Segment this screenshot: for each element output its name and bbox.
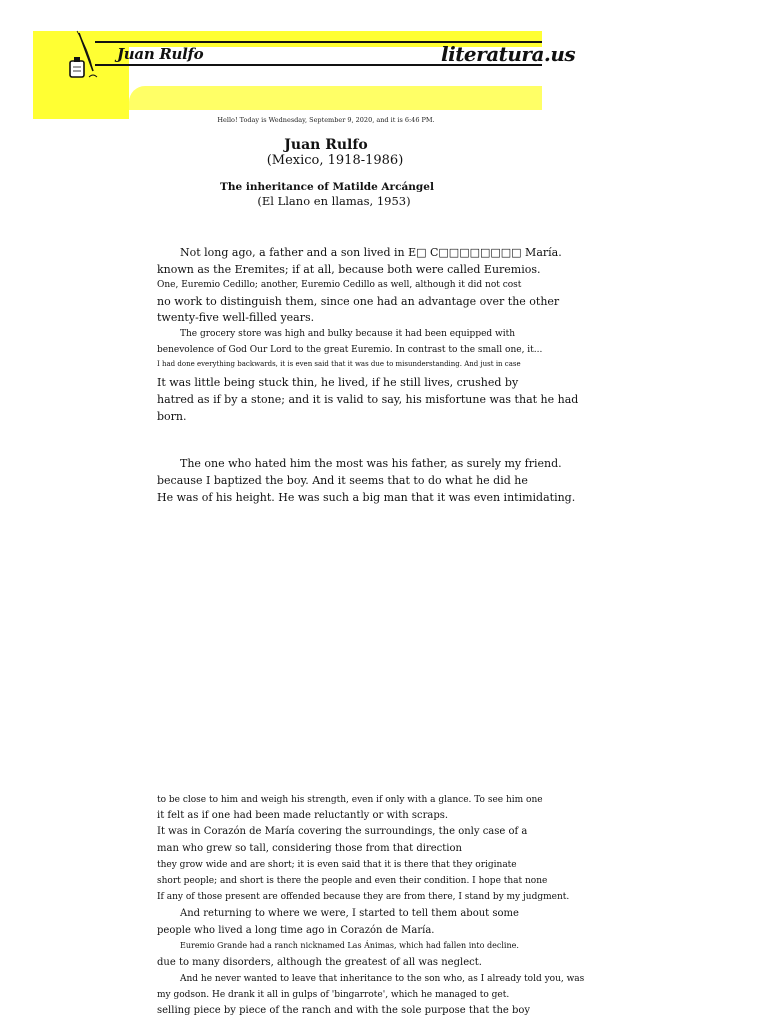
- story-title: The inheritance of Matilde Arcángel: [220, 181, 434, 193]
- text-line: One, Euremio Cedillo; another, Euremio Cedillo as well, although it did not cost: [157, 280, 522, 290]
- text-line: hatred as if by a stone; and it is valid to say, his misfortune was that he had: [157, 393, 579, 406]
- author-dates: (Mexico, 1918-1986): [266, 153, 404, 168]
- author-logo: Juan Rulfo: [117, 45, 204, 63]
- greeting-text: Hello! Today is Wednesday, September 9, 2020, and it is 6:46 PM.: [217, 116, 435, 124]
- text-line: due to many disorders, although the greatest of all was neglect.: [157, 957, 482, 968]
- text-line: man who grew so tall, considering those from that direction: [157, 843, 462, 854]
- site-logo[interactable]: literatura.us: [441, 42, 576, 66]
- text-line: He was of his height. He was such a big man that it was even intimidating.: [157, 491, 576, 504]
- text-line: If any of those present are offended because they are from there, I stand by my judgment.: [157, 892, 570, 902]
- text-line: selling piece by piece of the ranch and with the sole purpose that the boy: [157, 1005, 531, 1016]
- text-line: short people; and short is there the people and even their condition. I hope that none: [157, 876, 548, 886]
- text-line: The grocery store was high and bulky because it had been equipped with: [180, 329, 516, 339]
- page-title: Juan Rulfo: [284, 137, 368, 153]
- text-line: The one who hated him the most was his father, as surely my friend.: [180, 457, 562, 470]
- text-line: my godson. He drank it all in gulps of 'bingarrote', which he managed to get.: [157, 990, 510, 1000]
- text-line: It was little being stuck thin, he lived, if he still lives, crushed by: [157, 376, 519, 389]
- story-source: (El Llano en llamas, 1953): [257, 194, 411, 208]
- text-line: because I baptized the boy. And it seems that to do what he did he: [157, 474, 528, 487]
- text-line: born.: [157, 410, 187, 423]
- text-line: no work to distinguish them, since one had an advantage over the other: [157, 295, 560, 308]
- text-line: It was in Corazón de María covering the surroundings, the only case of a: [157, 826, 528, 837]
- text-line: it felt as if one had been made reluctantly or with scraps.: [157, 810, 449, 821]
- text-line: they grow wide and are short; it is even said that it is there that they originate: [157, 860, 517, 870]
- text-line: And he never wanted to leave that inheritance to the son who, as I already told you, was: [180, 974, 585, 984]
- banner-light-strip: [129, 86, 542, 110]
- text-line: Not long ago, a father and a son lived in E□ C□□□□□□□□ María.: [180, 246, 562, 259]
- banner-white-band: [129, 63, 542, 86]
- text-line: And returning to where we were, I started to tell them about some: [180, 908, 519, 919]
- text-line: I had done everything backwards, it is even said that it was due to misunderstanding. And just in case: [157, 360, 521, 368]
- text-line: twenty-five well-filled years.: [157, 311, 315, 324]
- text-line: known as the Eremites; if at all, because both were called Euremios.: [157, 263, 541, 276]
- text-line: Euremio Grande had a ranch nicknamed Las Ánimas, which had fallen into decline.: [180, 941, 519, 950]
- text-line: to be close to him and weigh his strength, even if only with a glance. To see him one: [157, 795, 543, 805]
- text-line: benevolence of God Our Lord to the great Euremio. In contrast to the small one, it...: [157, 345, 543, 355]
- site-banner: [33, 31, 576, 119]
- text-line: people who lived a long time ago in Corazón de María.: [157, 925, 435, 936]
- inkwell-quill-icon: [49, 31, 109, 83]
